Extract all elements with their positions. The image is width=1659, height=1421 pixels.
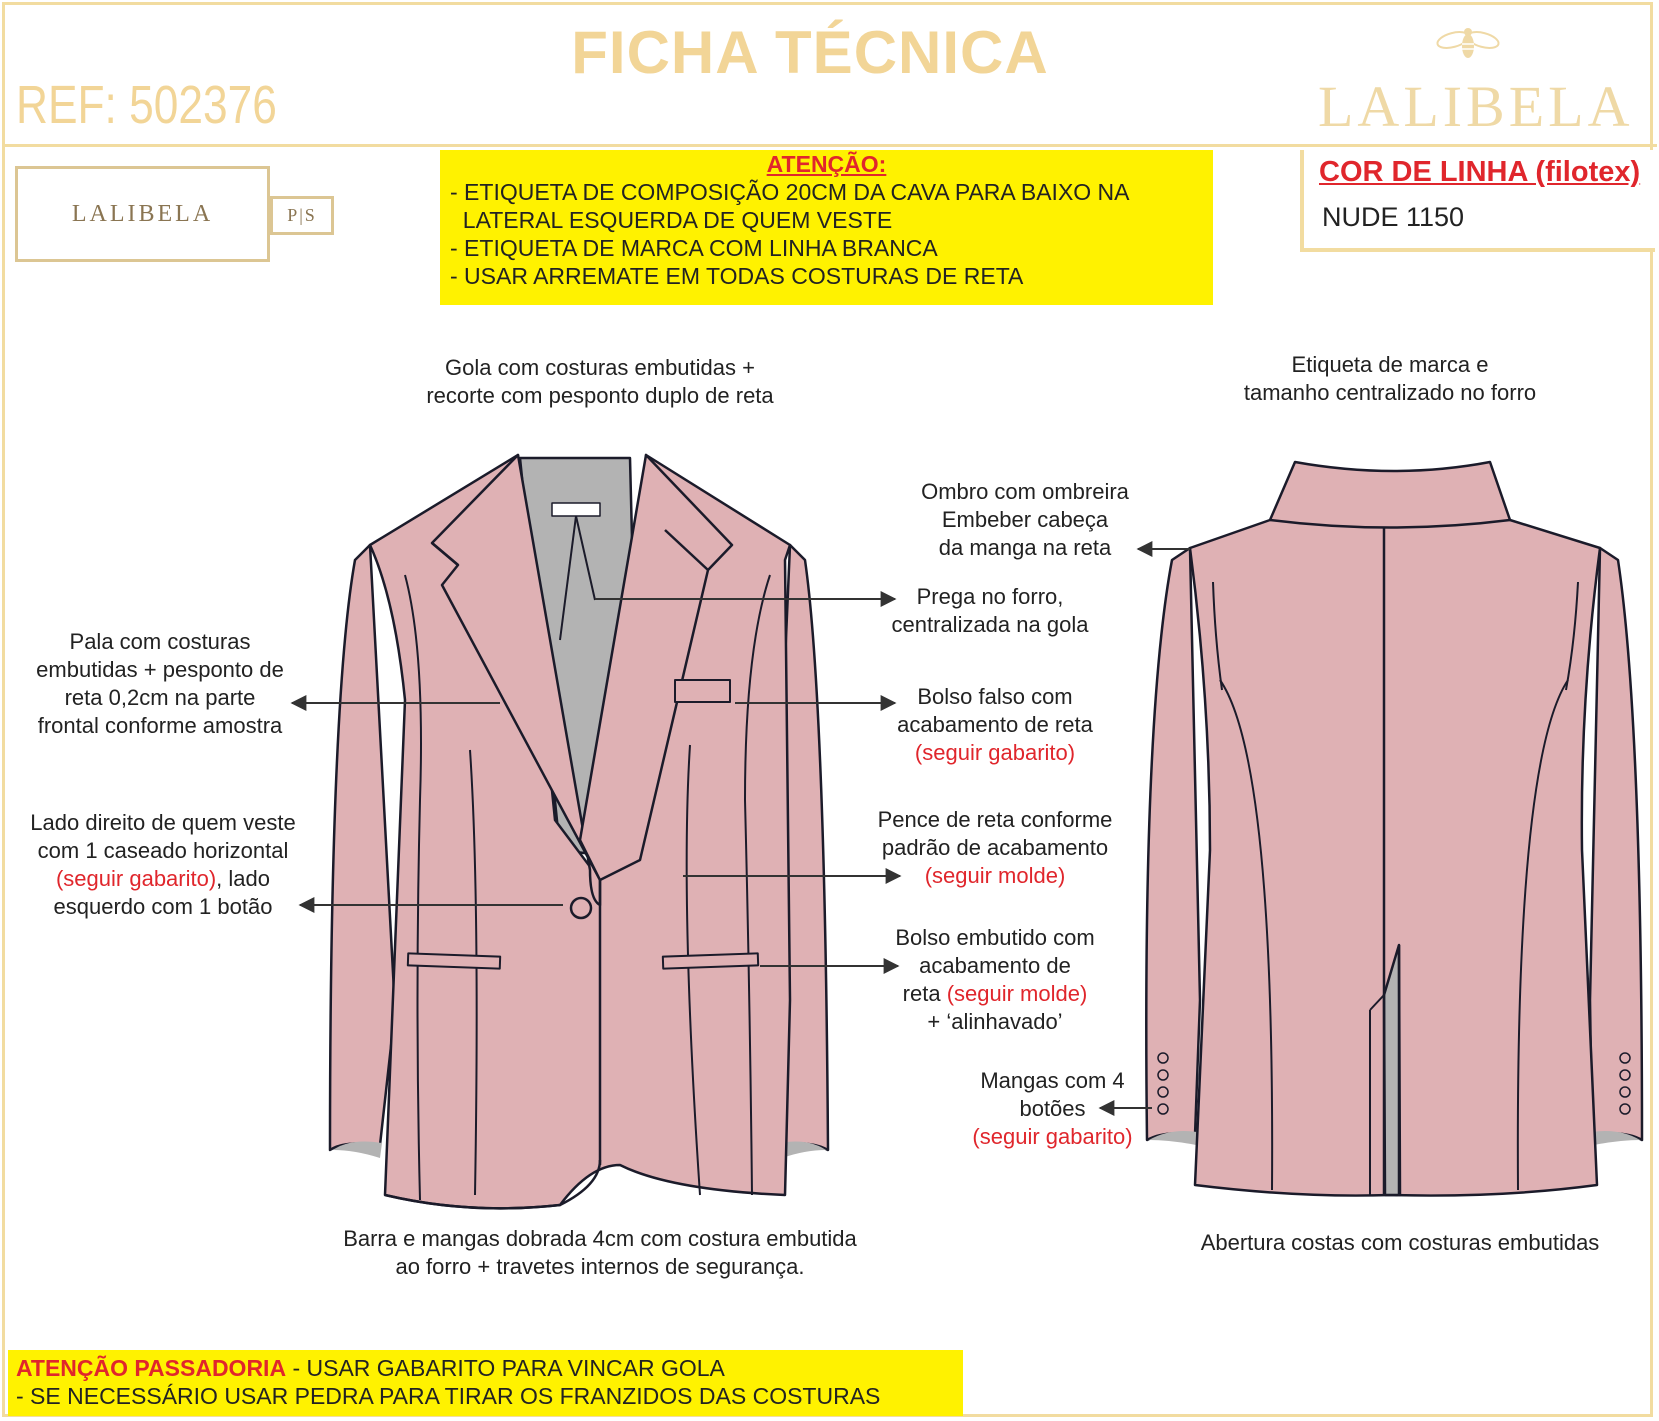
ironing-warning-heading: ATENÇÃO PASSADORIA xyxy=(16,1355,287,1381)
attention-heading: ATENÇÃO: xyxy=(766,151,887,177)
front-welt-pocket-right xyxy=(663,953,758,968)
attention-line: - ETIQUETA DE MARCA COM LINHA BRANCA xyxy=(450,235,938,261)
back-left-sleeve xyxy=(1146,548,1200,1140)
ironing-warning-box: ATENÇÃO PASSADORIA - USAR GABARITO PARA VINCAR GOLA - SE NECESSÁRIO USAR PEDRA PARA TIRAR OS FRANZIDOS DAS COSTURAS xyxy=(8,1350,963,1416)
front-button xyxy=(571,898,591,918)
thread-color-heading: COR DE LINHA (filotex) xyxy=(1319,156,1641,188)
front-neck-label xyxy=(552,503,600,516)
note-sleeve-buttons: Mangas com 4 botões (seguir gabarito) xyxy=(972,1068,1133,1149)
note-hem: Barra e mangas dobrada 4cm com costura embutida ao forro + travetes internos de segurança. xyxy=(343,1226,857,1279)
note-buttonhole: Lado direito de quem veste com 1 caseado horizontal (seguir gabarito), lado esquerdo com 1 botão xyxy=(30,810,296,919)
brand-name: LALIBELA xyxy=(1318,74,1634,139)
note-dart: Pence de reta conforme padrão de acabamento (seguir molde) xyxy=(877,807,1113,888)
note-back-vent: Abertura costas com costuras embutidas xyxy=(1200,1230,1600,1255)
reference-number: REF: 502376 xyxy=(16,75,277,135)
ironing-warning-line: - SE NECESSÁRIO USAR PEDRA PARA TIRAR OS FRANZIDOS DAS COSTURAS xyxy=(16,1383,881,1409)
note-collar: Gola com costuras embutidas + recorte com pesponto duplo de reta xyxy=(426,355,774,408)
attention-line: - ETIQUETA DE COMPOSIÇÃO 20CM DA CAVA PARA BAIXO NA xyxy=(450,179,1130,205)
front-left-sleeve xyxy=(330,545,395,1150)
back-view xyxy=(1146,462,1642,1196)
thread-color-value: NUDE 1150 xyxy=(1322,202,1465,232)
attention-line: LATERAL ESQUERDA DE QUEM VESTE xyxy=(450,207,893,233)
size-tag: P|S xyxy=(270,196,334,235)
attention-line: - USAR ARREMATE EM TODAS COSTURAS DE RETA xyxy=(450,263,1024,289)
note-fake-pocket: Bolso falso com acabamento de reta (seguir gabarito) xyxy=(897,684,1093,765)
page-title: FICHA TÉCNICA xyxy=(571,19,1049,86)
note-welt-pocket: Bolso embutido com acabamento de reta (seguir molde) + ‘alinhavado’ xyxy=(895,925,1095,1034)
back-right-sleeve xyxy=(1590,548,1642,1140)
note-yoke: Pala com costuras embutidas + pesponto de reta 0,2cm na parte frontal conforme amostra xyxy=(36,629,284,738)
tag-brand: LALIBELA xyxy=(71,200,214,227)
note-shoulder: Ombro com ombreira Embeber cabeça da manga na reta xyxy=(921,479,1129,560)
front-breast-pocket xyxy=(675,680,730,702)
note-pleat: Prega no forro, centralizada na gola xyxy=(891,584,1089,637)
front-view xyxy=(330,455,828,1208)
note-back-label: Etiqueta de marca e tamanho centralizado no forro xyxy=(1243,352,1537,405)
front-welt-pocket-left xyxy=(408,953,500,968)
